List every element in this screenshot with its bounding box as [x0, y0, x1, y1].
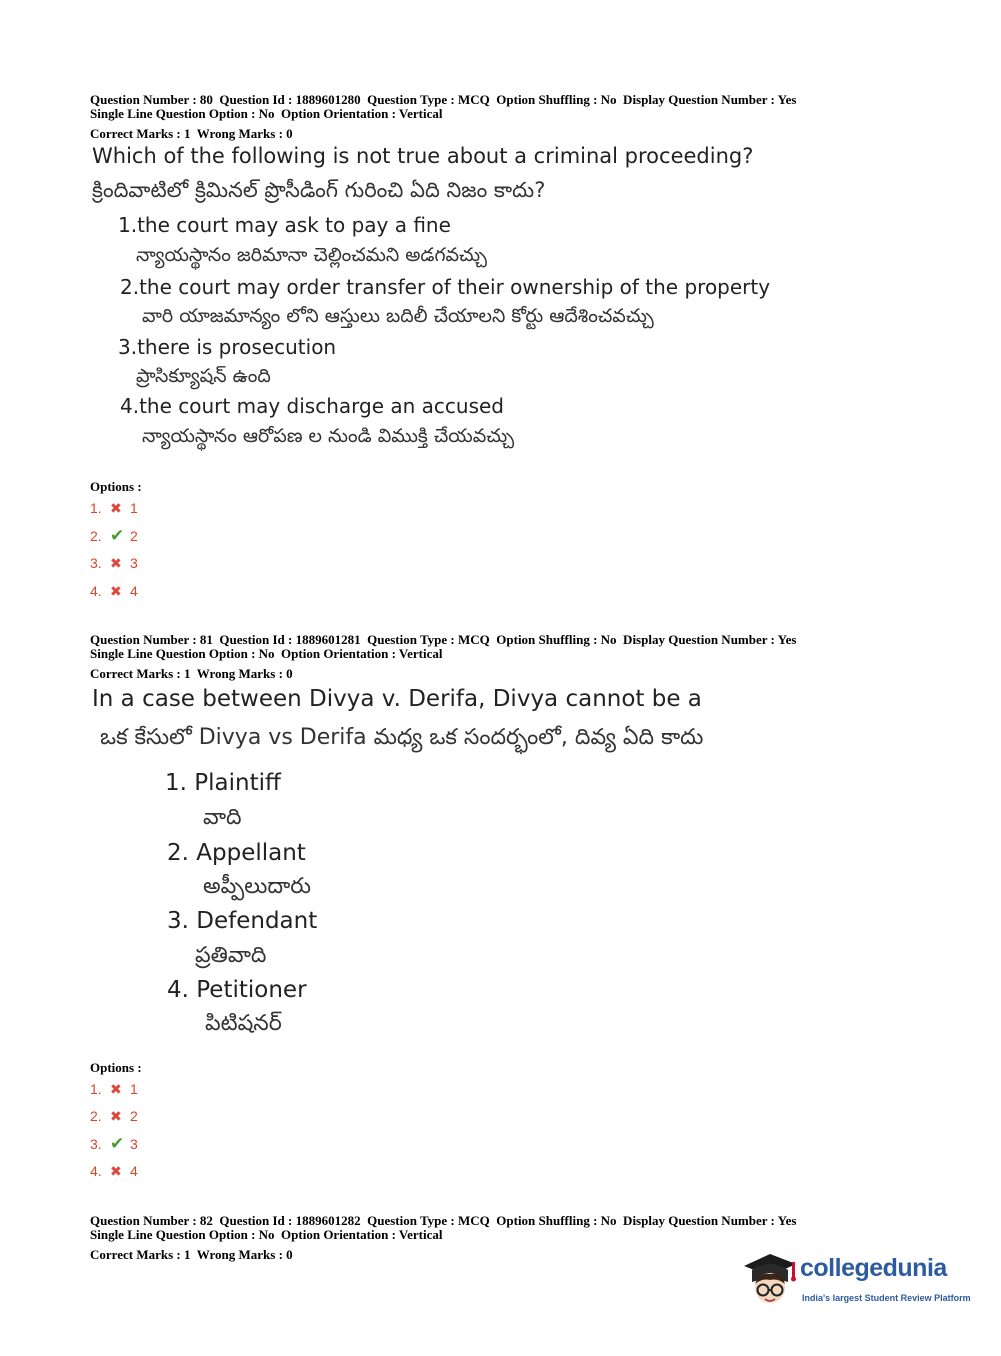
q80-option-2-en: 2.the court may order transfer of their ownership of the property: [120, 275, 771, 299]
q81-option-3-te: ప్రతివాది: [195, 943, 267, 968]
answer-number: 1.: [90, 500, 102, 516]
q81-option-1-en: 1. Plaintiff: [165, 770, 281, 796]
q80-meta-line1: Question Number : 80 Question Id : 1889601280 Question Type : MCQ Option Shuffling : No Display Question Number : Yes: [90, 92, 797, 107]
q81-question-te: ఒక కేసులో Divya vs Derifa మధ్య ఒక సందర్భంలో, దివ్య ఏది కాదు: [100, 725, 704, 750]
q80-answer-2: [90, 526, 138, 546]
wrong-icon: ✖: [110, 1162, 122, 1179]
brand-tagline: India's largest Student Review Platform: [802, 1293, 971, 1303]
q80-option-4-te: న్యాయస్థానం ఆరోపణ ల నుండి విముక్తి చేయవచ్చు: [142, 425, 515, 447]
q81-options-label: Options :: [90, 1060, 142, 1075]
q80-option-1-en: 1.the court may ask to pay a fine: [118, 213, 451, 237]
answer-value: 2: [130, 528, 138, 544]
q80-options-label: Options :: [90, 479, 142, 494]
q81-marks: Correct Marks : 1 Wrong Marks : 0: [90, 666, 293, 681]
q81-answer-1: [90, 1079, 138, 1099]
wrong-icon: ✖: [110, 554, 122, 571]
q81-option-3-en: 3. Defendant: [167, 908, 318, 934]
answer-number: 3.: [90, 555, 102, 571]
q81-question-en: In a case between Divya v. Derifa, Divya cannot be a: [92, 686, 702, 712]
answer-value: 1: [130, 1081, 138, 1097]
q80-answer-1: [90, 498, 138, 518]
answer-number: 2.: [90, 528, 102, 544]
correct-check-icon: ✔: [110, 526, 125, 545]
mascot-icon: [742, 1248, 800, 1312]
wrong-icon: ✖: [110, 582, 122, 599]
wrong-icon: ✖: [110, 499, 122, 516]
wrong-icon: ✖: [110, 1107, 122, 1124]
correct-check-icon: ✔: [110, 1134, 125, 1153]
q81-option-2-te: అప్పీలుదారు: [203, 874, 311, 899]
q81-option-4-te: పిటిషనర్: [205, 1011, 282, 1036]
q82-marks: Correct Marks : 1 Wrong Marks : 0: [90, 1247, 293, 1262]
q81-meta-line1: Question Number : 81 Question Id : 1889601281 Question Type : MCQ Option Shuffling : No Display Question Number : Yes: [90, 632, 797, 647]
answer-value: 4: [130, 1163, 138, 1179]
q80-answer-4: [90, 581, 138, 601]
brand-name: collegedunia: [800, 1254, 947, 1282]
q81-answer-4: [90, 1161, 138, 1181]
q80-option-1-te: న్యాయస్థానం జరిమానా చెల్లించమని అడగవచ్చు: [136, 244, 487, 266]
q80-question-te: క్రిందివాటిలో క్రిమినల్ ప్రొసీడింగ్ గురించి ఏది నిజం కాదు?: [92, 178, 546, 202]
q80-question-en: Which of the following is not true about a criminal proceeding?: [92, 144, 754, 168]
answer-number: 2.: [90, 1108, 102, 1124]
answer-number: 1.: [90, 1081, 102, 1097]
q80-meta-line2: Single Line Question Option : No Option Orientation : Vertical: [90, 106, 443, 121]
q80-option-3-te: ప్రాసిక్యూషన్ ఉంది: [136, 365, 271, 387]
collegedunia-logo: [742, 1248, 972, 1312]
answer-value: 1: [130, 500, 138, 516]
q81-option-1-te: వాది: [203, 805, 242, 830]
answer-number: 4.: [90, 583, 102, 599]
q80-marks: Correct Marks : 1 Wrong Marks : 0: [90, 126, 293, 141]
q81-option-2-en: 2. Appellant: [167, 840, 306, 866]
answer-value: 2: [130, 1108, 138, 1124]
q81-meta-line2: Single Line Question Option : No Option Orientation : Vertical: [90, 646, 443, 661]
answer-value: 3: [130, 1136, 138, 1152]
answer-value: 3: [130, 555, 138, 571]
q80-option-3-en: 3.there is prosecution: [118, 335, 337, 359]
q82-meta-line2: Single Line Question Option : No Option Orientation : Vertical: [90, 1227, 443, 1242]
answer-number: 3.: [90, 1136, 102, 1152]
q82-meta-line1: Question Number : 82 Question Id : 1889601282 Question Type : MCQ Option Shuffling : No Display Question Number : Yes: [90, 1213, 797, 1228]
answer-value: 4: [130, 583, 138, 599]
q80-option-4-en: 4.the court may discharge an accused: [120, 394, 504, 418]
q81-answer-2: [90, 1106, 138, 1126]
q81-option-4-en: 4. Petitioner: [167, 977, 307, 1003]
wrong-icon: ✖: [110, 1080, 122, 1097]
answer-number: 4.: [90, 1163, 102, 1179]
q80-option-2-te: వారి యాజమాన్యం లోని ఆస్తులు బదిలీ చేయాలని కోర్టు ఆదేశించవచ్చు: [142, 305, 654, 327]
q80-answer-3: [90, 553, 138, 573]
q81-answer-3: [90, 1134, 138, 1154]
